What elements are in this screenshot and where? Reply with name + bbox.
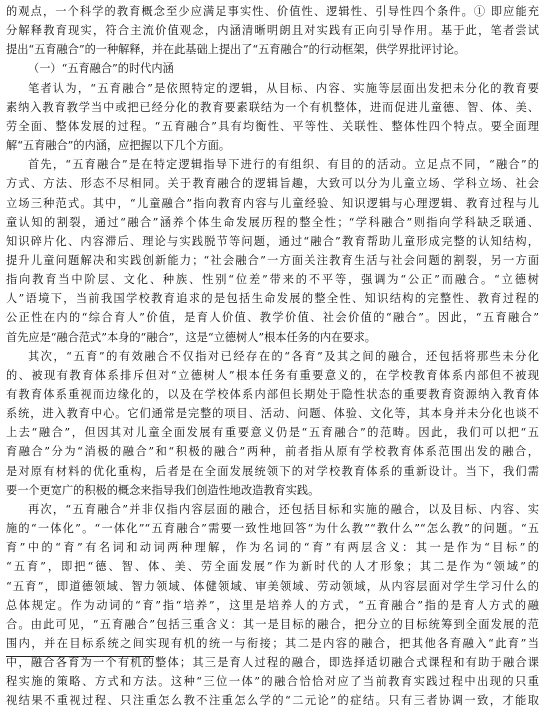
text-line: 的、被现有教育体系排斥但对“立德树人”根本任务有重要意义的，在学校教育体系内部但不被现 (6, 368, 539, 382)
text-line: 有教育体系重视而边缘化的，以及在学校体系内部但长期处于隐性状态的重要教育资源纳入教育体 (6, 388, 539, 401)
text-line: 是对原有材料的优化重构，后者是在全面发展统领下的对学校教育体系的重新设计。当下，我们需 (6, 464, 539, 478)
text-line: 笔者认为，“五育融合”是依照特定的逻辑，从目标、内容、实施等层面出发把未分化的教育要 (28, 81, 539, 95)
text-line: 育融合”分为“消极的融合”和“积极的融合”两种，前者指从原有学校教育体系范围出发的融合， (6, 445, 539, 459)
footnote-rule (6, 656, 154, 657)
text-line: 童认知的割裂，通过“融合”涵养个体生命发展历程的整全性；“学科融合”则指向学科缺乏联通、 (6, 215, 539, 229)
text-line: 再次，“五育融合”并非仅指内容层面的融合，还包括目标和实施的融合，以及目标、内容、实 (28, 502, 539, 516)
text-line: 首先应是“融合范式”本身的“融合”，这是“立德树人”根本任务的内在要求。 (6, 330, 376, 344)
text-line: 围内，并在目标系统之间实现有机的统一与衔接；其二是内容的融合，把其他各育融入“此育”当 (6, 636, 539, 650)
text-line: 中，融合各育为一个有机的整体；其三是育人过程的融合，即选择适切融合式课程和有助于融合课 (6, 656, 539, 670)
text-line: 上去“融合”，但因其对儿童全面发展有重要意义仍是“五育融合”的范畴。因此，我们可以把“五 (6, 426, 539, 440)
text-line: 公正性在内的“综合育人”价值，是育人价值、教学价值、社会价值的“融合”。因此，“五育融合” (6, 311, 539, 325)
text-line: 分解释教育现实，符合主流价值观念，内涵清晰明朗且对实践有正向引导作用。基于此，笔者尝试 (6, 24, 539, 38)
text-line: “五育”，即把“德、智、体、美、劳全面发展”作为新时代的人才形象；其二是作为“领域”的 (6, 560, 539, 574)
text-line: 指向教育当中阶层、文化、种族、性别“位差”带来的不平等，强调为“公正”而融合。“立德树 (6, 273, 539, 287)
text-line: 视结果不重视过程、只注重怎么教不注重怎么学的“二元论”的症结。只有三者协调一致，才能取 (6, 694, 539, 708)
text-line: 程实施的策略、方式和方法。这种“三位一体”的融合恰恰对应了当前教育实践过程中出现的只重 (6, 675, 539, 689)
text-line: 育”中的“育”有名词和动词两种理解，作为名词的“育”有两层含义：其一是作为“目标”的 (6, 541, 539, 555)
text-line: 人”语境下，当前我国学校教育追求的是包括生命发展的整全性、知识结构的完整性、教育过程的 (6, 292, 539, 306)
text-line: 要一个更宽广的积极的概念来指导我们创造性地改造教育实践。 (6, 483, 320, 497)
text-line: 总体规定。作为动词的“育”指“培养”，这里是培养人的方式，“五育融合”指的是育人方式的融 (6, 598, 539, 612)
text-line: 方式、方法、形态不尽相同。关于教育融合的逻辑旨趣，大致可以分为儿童立场、学科立场、社会 (6, 177, 539, 191)
text-line: 劳全面、整体发展的过程。“五育融合”具有均衡性、平等性、关联性、整体性四个特点。要全面理 (6, 119, 539, 133)
text-line: 合。由此可见，“五育融合”包括三重含义：其一是目标的融合，把分立的目标统筹到全面发展的范 (6, 617, 539, 631)
text-line: 知识碎片化、内容滞后、理论与实践脱节等问题，通过“融合”教育帮助儿童形成完整的认知结构， (6, 234, 539, 248)
text-line: 解“五育融合”的内涵，应把握以下几个方面。 (6, 139, 231, 153)
text-line: 系统，进入教育中心。它们通常是完整的项目、活动、问题、体验、文化等，其本身并未分化也谈不 (6, 407, 539, 421)
text-line: 施的“一体化”。“一体化”“五育融合”需要一致性地回答“为什么教”“教什么”“怎么教”的问题。“五 (6, 522, 539, 536)
text-line: 提升儿童问题解决和实践创新能力；“社会融合”一方面关注教育生活与社会问题的割裂，另一方面 (6, 253, 539, 267)
text-line: “五育”，即道德领域、智力领域、体健领域、审美领域、劳动领域，从内容层面对学生学习什么的 (6, 579, 539, 593)
text-line: 立场三种范式。其中，“儿童融合”指向教育内容与儿童经验、知识逻辑与心理逻辑、教育过程与儿 (6, 196, 539, 210)
text-line: 的观点，一个科学的教育概念至少应满足事实性、价值性、逻辑性、引导性四个条件。① 即应能充 (6, 5, 539, 18)
text-line: 素纳入教育教学当中或把已经分化的教育要素联结为一个有机整体，进而促进儿童德、智、体、美、 (6, 100, 539, 114)
text-line: 首先，“五育融合”是在特定逻辑指导下进行的有组织、有目的的活动。立足点不同，“融合”的 (28, 158, 539, 172)
section-heading: （一）“五育融合”的时代内涵 (28, 62, 174, 76)
text-line: 提出“五育融合”的一种解释，并在此基础上提出了“五育融合”的行动框架，供学界批评讨论。 (6, 43, 466, 57)
text-line: 其次，“五育”的有效融合不仅指对已经存在的“各育”及其之间的融合，还包括将那些未分化 (28, 349, 539, 363)
